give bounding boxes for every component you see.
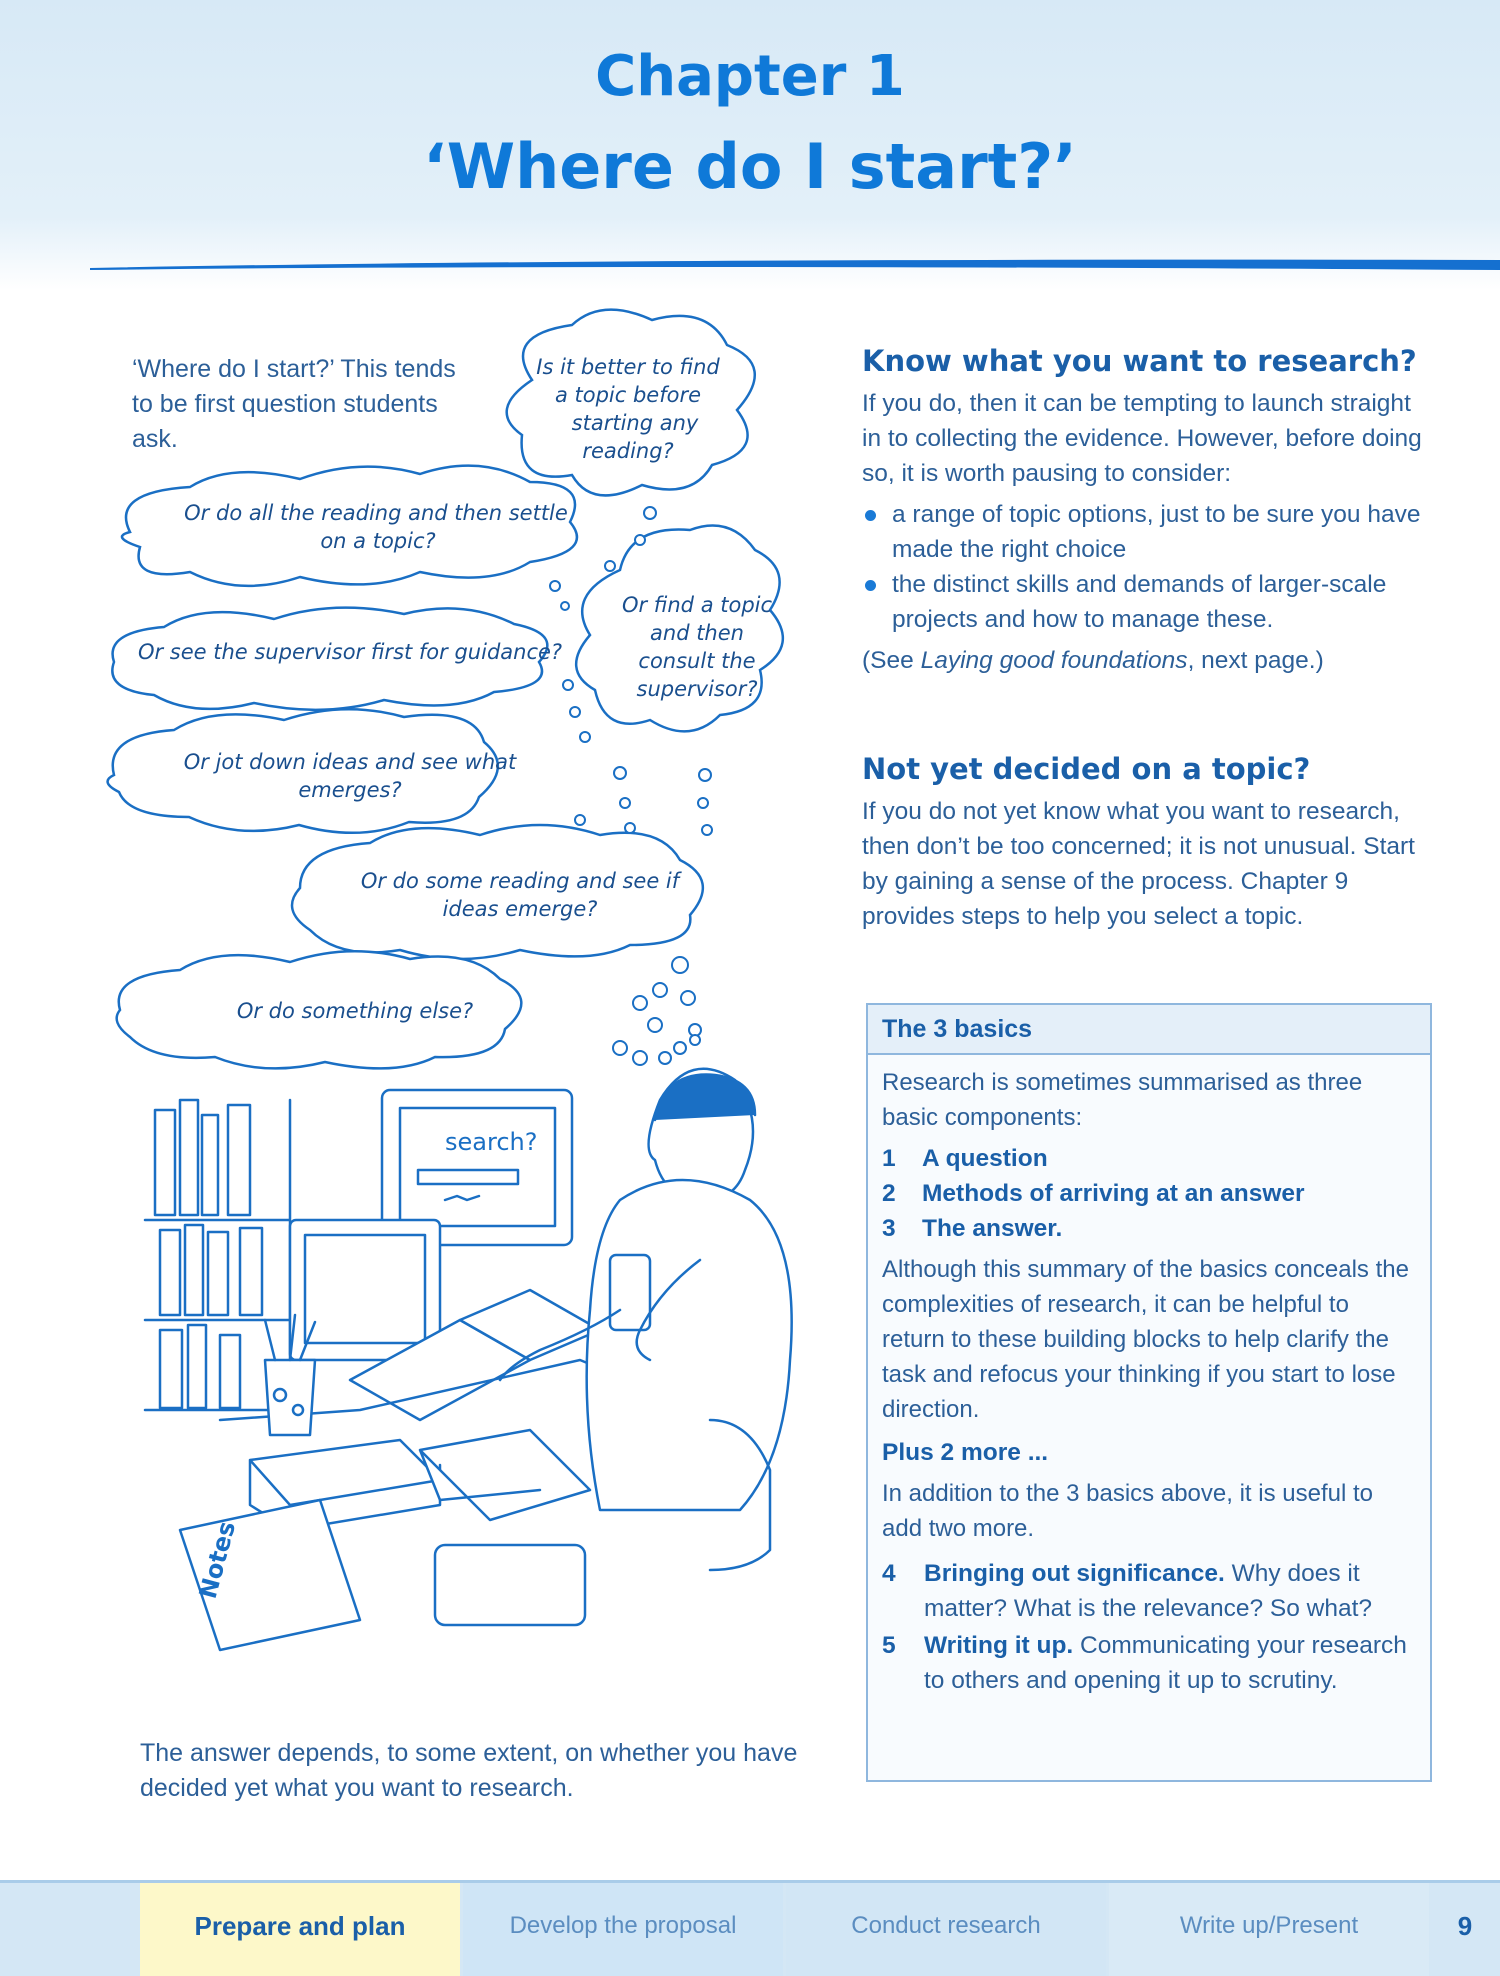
chapter-label: Chapter 1 [595,44,905,109]
bubble-3-line-4: supervisor? [636,677,758,701]
bubble-3-line-1: Or find a topic [621,593,773,617]
box-intro: Research is sometimes summarised as three basic components: [882,1069,1363,1131]
consider-list [862,497,1432,637]
header-swoosh-line [90,256,1500,270]
notes-label: Notes [193,1518,242,1602]
screen-search-label: search? [445,1128,538,1156]
books-bottom [160,1325,240,1408]
section-heading-know-what: Know what you want to research? [862,344,1417,378]
three-basics-box [866,1003,1432,1782]
bubble-5-line-1: Or jot down ideas and see what [183,750,517,774]
bubble-6-line-2: ideas emerge? [442,897,598,921]
section-nav-footer [0,1880,1500,1976]
bubble-6-line-1: Or do some reading and see if [360,869,680,893]
intro-text: ‘Where do I start?’ This tends to be first question students ask. [132,355,456,453]
section-body-know-what: If you do, then it can be tempting to launch straight in to collecting the evidence. However, before doing so, it is worth pausing to consider: [862,390,1422,487]
pencil-pot [265,1360,315,1435]
bubble-1-line-4: reading? [582,439,674,463]
thought-bubble-2 [122,466,577,586]
bubble-4-line-1: Or see the supervisor first for guidance? [137,640,563,664]
chapter-header [0,0,1500,290]
bubble-2-line-1: Or do all the reading and then settle [184,501,568,525]
list-item: 3 The answer. [882,1215,1063,1242]
box-paragraph: Although this summary of the basics conceals the complexities of research, it can be helpful to return to these building blocks to help clarify the task and refocus your thinking if you start to lose direction. [882,1256,1409,1423]
list-item: 4 Bringing out significance. Why does it matter? What is the relevance? So what? [882,1560,1373,1622]
tablet [435,1545,585,1625]
basics-list [882,1141,1416,1246]
plus-intro: In addition to the 3 basics above, it is useful to add two more. [882,1480,1373,1542]
phone [610,1255,650,1330]
list-item: 5 Writing it up. Communicating your research to others and opening it up to scrutiny. [882,1632,1407,1694]
section-know-what [862,344,1432,678]
tab-develop-proposal[interactable]: Develop the proposal [463,1883,783,1976]
box-title: The 3 basics [868,1005,1430,1055]
section-body-not-decided: If you do not yet know what you want to research, then don’t be too concerned; it is not unusual. Start by gaining a sense of the process. Chapter 9 provides steps to help you select a topic. [862,798,1415,930]
see-also-link[interactable]: Laying good foundations [920,647,1188,674]
bubble-7-line-1: Or do something else? [236,999,474,1023]
tab-conduct-research[interactable]: Conduct research [786,1883,1106,1976]
bubble-5-line-2: emerges? [298,778,402,802]
open-book [420,1430,590,1520]
plus-heading: Plus 2 more ... [882,1439,1049,1466]
list-item: a range of topic options, just to be sure you have made the right choice [862,497,1432,567]
bubble-2-line-2: on a topic? [320,529,436,553]
tab-prepare-and-plan[interactable]: Prepare and plan [140,1883,460,1976]
see-also-note: (See Laying good foundations, next page.) [862,647,1324,674]
more-list [882,1556,1416,1698]
person-hair [655,1075,755,1120]
bubble-1-line-3: starting any [571,411,699,435]
thinking-student-illustration [100,300,820,1700]
bubble-3-line-3: consult the [638,649,756,673]
list-item: the distinct skills and demands of larger-scale projects and how to manage these. [862,567,1432,637]
laptop-screen [290,1220,440,1360]
list-item: 2 Methods of arriving at an answer [882,1180,1305,1207]
list-item: 1 A question [882,1145,1048,1172]
books-middle [160,1225,262,1315]
bubble-1-line-1: Is it better to find [536,355,720,379]
tab-write-up-present[interactable]: Write up/Present [1109,1883,1429,1976]
books-top [155,1100,250,1215]
bubble-1-line-2: a topic before [554,383,702,407]
bubble-3-line-2: and then [650,621,744,645]
section-not-decided [862,752,1432,934]
section-heading-not-decided: Not yet decided on a topic? [862,752,1311,786]
answer-text: The answer depends, to some extent, on whether you have decided yet what you want to research. [140,1739,798,1802]
page-number: 9 [1457,1911,1473,1941]
chapter-title: ‘Where do I start?’ [423,130,1077,203]
person-body [587,1180,792,1510]
